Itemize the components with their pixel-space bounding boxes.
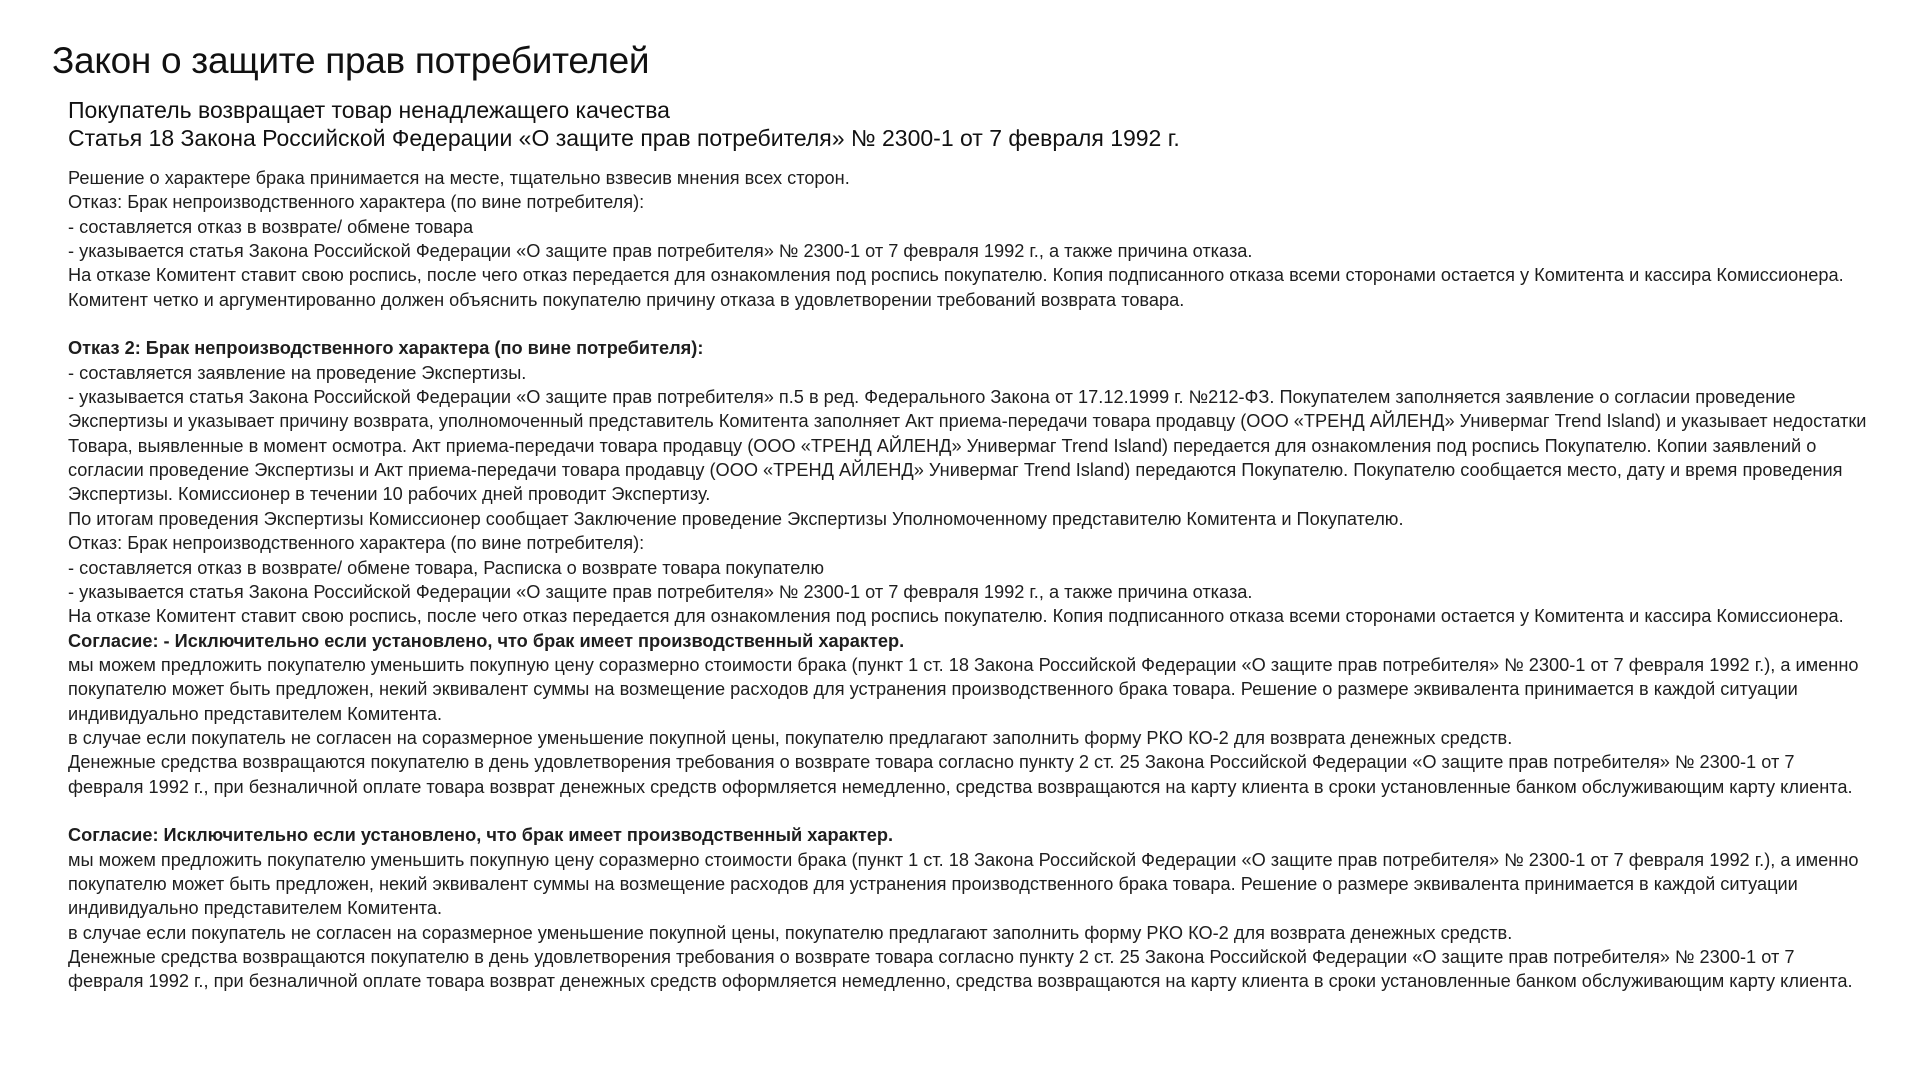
section-agreement-2 (68, 823, 1868, 993)
document-subtitle (68, 96, 1180, 152)
paragraph: в случае если покупатель не согласен на соразмерное уменьшение покупной цены, покупателю предлагают заполнить форму РКО КО-2 для возврата денежных средств. (68, 922, 1513, 943)
spacer (68, 799, 1868, 823)
section-heading: Согласие: - Исключительно если установлено, что брак имеет производственный характер. (68, 630, 905, 651)
subtitle-line-2: Статья 18 Закона Российской Федерации «О защите прав потребителя» № 2300-1 от 7 февраля 1992 г. (68, 125, 1180, 151)
paragraph: - составляется отказ в возврате/ обмене товара (68, 216, 474, 237)
paragraph: Денежные средства возвращаются покупателю в день удовлетворения требования о возврате товара согласно пункту 2 ст. 25 Закона Российской Федерации «О защите прав потребителя» № 2300-1 от 7 февраля 1992 г., при безналичной оплате товара возврат денежных средств оформляется немедленно, средства возвращаются на карту клиента в сроки установленные банком обслуживающим карту клиента. (68, 947, 1853, 992)
paragraph: в случае если покупатель не согласен на соразмерное уменьшение покупной цены, покупателю предлагают заполнить форму РКО КО-2 для возврата денежных средств. (68, 727, 1513, 748)
section-agreement-1 (68, 629, 1868, 799)
section-heading: Согласие: Исключительно если установлено, что брак имеет производственный характер. (68, 825, 894, 846)
paragraph: Денежные средства возвращаются покупателю в день удовлетворения требования о возврате товара согласно пункту 2 ст. 25 Закона Российской Федерации «О защите прав потребителя» № 2300-1 от 7 февраля 1992 г., при безналичной оплате товара возврат денежных средств оформляется немедленно, средства возвращаются на карту клиента в сроки установленные банком обслуживающим карту клиента. (68, 752, 1853, 797)
paragraph: - указывается статья Закона Российской Федерации «О защите прав потребителя» № 2300-1 от 7 февраля 1992 г., а также причина отказа. (68, 581, 1253, 602)
paragraph: На отказе Комитент ставит свою роспись, после чего отказ передается для ознакомления под роспись покупателю. Копия подписанного отказа всеми сторонами остается у Комитента и кассира Комиссионера. Комитент четко и аргументированно должен объяснить покупателю причину отказа в удовлетворении требований возврата товара. (68, 265, 1844, 310)
spacer (68, 312, 1868, 336)
section-refusal-2 (68, 336, 1868, 628)
paragraph: - составляется отказ в возврате/ обмене товара, Расписка о возврате товара покупателю (68, 557, 825, 578)
paragraph: На отказе Комитент ставит свою роспись, после чего отказ передается для ознакомления под роспись покупателю. Копия подписанного отказа всеми сторонами остается у Комитента и кассира Комиссионера. (68, 606, 1844, 627)
paragraph: Решение о характере брака принимается на месте, тщательно взвесив мнения всех сторон. (68, 168, 850, 188)
paragraph: мы можем предложить покупателю уменьшить покупную цену соразмерно стоимости брака (пункт 1 ст. 18 Закона Российской Федерации «О защите прав потребителя» № 2300-1 от 7 февраля 1992 г.), а именно покупателю может быть предложен, некий эквивалент суммы на возмещение расходов для устранения производственного брака товара. Решение о размере эквивалента принимается в каждой ситуации индивидуально представителем Комитента. (68, 654, 1859, 724)
document-body (68, 166, 1868, 994)
page-title: Закон о защите прав потребителей (52, 40, 650, 81)
subtitle-line-1: Покупатель возвращает товар ненадлежащего качества (68, 97, 670, 123)
paragraph: По итогам проведения Экспертизы Комиссионер сообщает Заключение проведение Экспертизы Уполномоченному представителю Комитента и Покупателю. (68, 508, 1404, 529)
paragraph: Отказ: Брак непроизводственного характера (по вине потребителя): (68, 192, 645, 213)
paragraph: - указывается статья Закона Российской Федерации «О защите прав потребителя» № 2300-1 от 7 февраля 1992 г., а также причина отказа. (68, 241, 1253, 262)
paragraph: мы можем предложить покупателю уменьшить покупную цену соразмерно стоимости брака (пункт 1 ст. 18 Закона Российской Федерации «О защите прав потребителя» № 2300-1 от 7 февраля 1992 г.), а именно покупателю может быть предложен, некий эквивалент суммы на возмещение расходов для устранения производственного брака товара. Решение о размере эквивалента принимается в каждой ситуации индивидуально представителем Комитента. (68, 849, 1859, 919)
paragraph: - составляется заявление на проведение Экспертизы. (68, 362, 527, 383)
section-decision (68, 166, 1868, 312)
section-heading: Отказ 2: Брак непроизводственного характера (по вине потребителя): (68, 338, 704, 359)
paragraph: - указывается статья Закона Российской Федерации «О защите прав потребителя» п.5 в ред. Федерального Закона от 17.12.1999 г. №212-ФЗ. Покупателем заполняется заявление о согласии проведение Экспертизы и указывает причину возврата, уполномоченный представитель Комитента заполняет Акт приема-передачи товара продавцу (ООО «ТРЕНД АЙЛЕНД» Универмаг Trend Island) и указывает недостатки Товара, выявленные в момент осмотра. Акт приема-передачи товара продавцу (ООО «ТРЕНД АЙЛЕНД» Универмаг Trend Island) передается для ознакомления под роспись Покупателю. Копии заявлений о согласии проведение Экспертизы и Акт приема-передачи товара продавцу (ООО «ТРЕНД АЙЛЕНД» Универмаг Trend Island) передаются Покупателю. Покупателю сообщается место, дату и время проведения Экспертизы. Комиссионер в течении 10 рабочих дней проводит Экспертизу. (68, 387, 1867, 505)
paragraph: Отказ: Брак непроизводственного характера (по вине потребителя): (68, 533, 645, 554)
